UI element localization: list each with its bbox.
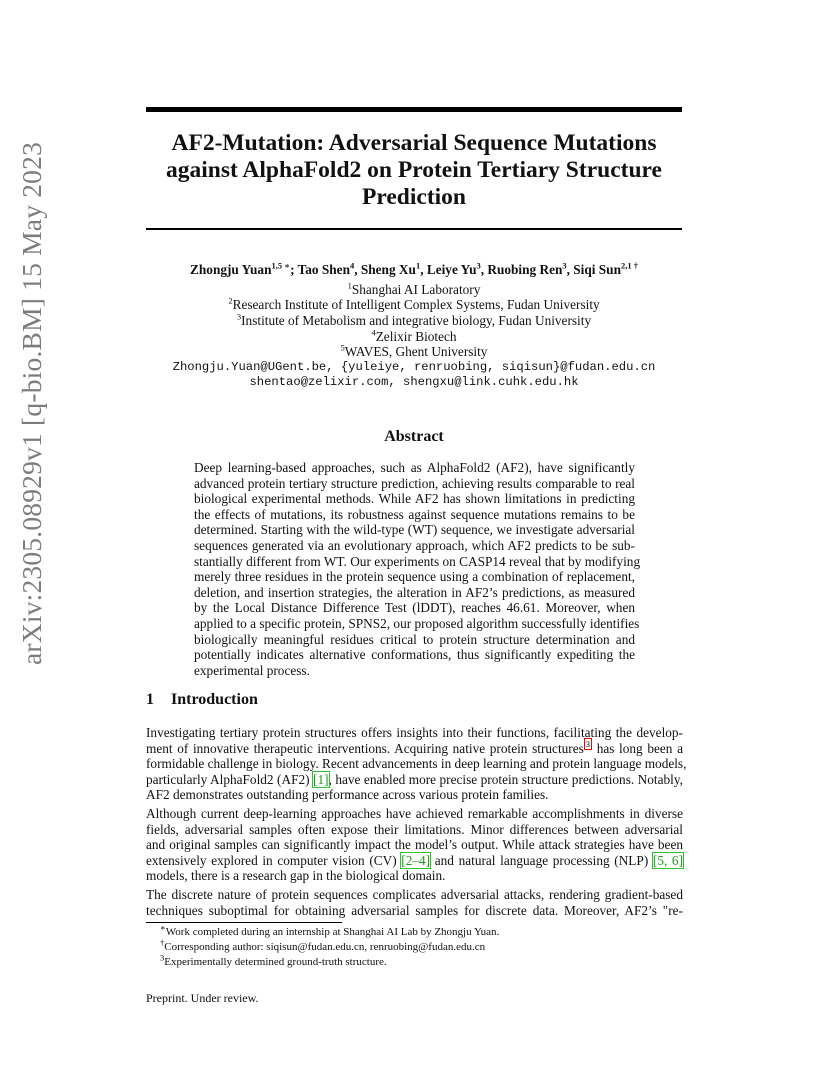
- intro-paragraph-3: [146, 887, 683, 918]
- paragraph-line: ment of innovative therapeutic interventions. Acquiring native protein structures $^3$ has long been a: [146, 739, 683, 756]
- footnote-link[interactable]: 3: [585, 739, 591, 750]
- title-top-rule: [146, 107, 682, 112]
- abstract-line: biologically meaningful residues critical to protein structure determination and: [194, 631, 635, 647]
- footnote: $^3$Experimentally determined ground-truth structure.: [160, 952, 387, 968]
- author-emails: shentao@zelixir.com, shengxu@link.cuhk.edu.hk: [249, 375, 579, 389]
- abstract-line: potentially indicates alternative conformations, thus significantly expediting the: [194, 647, 635, 663]
- abstract-line: determined. Starting with the wild-type (WT) sequence, we investigate adversarial: [194, 522, 635, 538]
- paragraph-line: Although current deep-learning approaches have achieved remarkable accomplishments in diverse: [146, 806, 683, 821]
- arxiv-identifier: arXiv:2305.08929v1 [q-bio.BM] 15 May 2023: [16, 141, 47, 665]
- affiliation: $^4$Zelixir Biotech: [371, 327, 457, 344]
- paragraph-line: formidable challenge in biology. Recent advancements in deep learning and protein language models,: [146, 756, 687, 772]
- paragraph-line: fields, adversarial samples often expose their limitations. Minor differences between adversarial: [146, 821, 683, 837]
- abstract-line: stantially different from WT. Our experiments on CASP14 reveal that by modifying: [194, 553, 641, 569]
- section-heading: 1 Introduction: [146, 691, 258, 708]
- paragraph-line: AF2 demonstrates outstanding performance across various protein families.: [146, 787, 549, 803]
- abstract-line: by the Local Distance Difference Test (lDDT), reaches 46.61. Moreover, when: [194, 600, 635, 616]
- intro-paragraph-1: [146, 725, 687, 803]
- abstract-line: merely three residues in the protein sequence using a combination of replacement,: [194, 569, 635, 585]
- affiliation: $^2$Research Institute of Intelligent Complex Systems, Fudan University: [228, 295, 600, 312]
- paragraph-line: The discrete nature of protein sequences complicates adversarial attacks, rendering gradient-based: [146, 887, 683, 902]
- abstract-line: deletion, and insertion strategies, the alteration in AF2’s predictions, as measured: [194, 584, 635, 600]
- abstract-line: Deep learning-based approaches, such as AlphaFold2 (AF2), have significantly: [194, 460, 635, 475]
- citation-link[interactable]: [2–4]: [401, 852, 431, 868]
- paragraph-line: techniques suboptimal for obtaining adversarial samples for discrete data. Moreover, AF2’s "re-: [146, 902, 683, 918]
- page-footer: Preprint. Under review.: [146, 991, 259, 1005]
- abstract-line: advanced protein tertiary structure prediction, achieving results comparable to real: [194, 475, 635, 491]
- paper-title: AF2-Mutation: Adversarial Sequence Mutations against AlphaFold2 on Protein Tertiary Structure Prediction: [166, 130, 662, 210]
- paragraph-line: extensively explored in computer vision (CV) [2–4] and natural language processing (NLP) [5, 6]: [146, 852, 684, 868]
- abstract-line: sequences generated via an evolutionary approach, which AF2 predicts to be sub-: [194, 537, 635, 553]
- abstract-line: biological experimental methods. While AF2 has shown limitations in predicting: [194, 491, 635, 507]
- paragraph-line: Investigating tertiary protein structures offers insights into their functions, facilitating the develop-: [146, 725, 683, 740]
- paragraph-line: models, there is a research gap in the biological domain.: [146, 868, 446, 884]
- abstract-body: [194, 460, 641, 678]
- abstract-line: experimental process.: [194, 662, 310, 678]
- affiliation: $^1$Shanghai AI Laboratory: [347, 280, 481, 297]
- intro-paragraph-2: [146, 806, 683, 884]
- abstract-heading: Abstract: [384, 428, 444, 445]
- citation-link[interactable]: [1]: [313, 771, 329, 787]
- author-emails: Zhongju.Yuan@UGent.be, {yuleiye, renruobing, siqisun}@fudan.edu.cn: [172, 360, 656, 374]
- abstract-line: the effects of mutations, its robustness against sequence mutations remains to be: [194, 506, 635, 522]
- footnote-rule: [146, 922, 342, 923]
- paragraph-line: particularly AlphaFold2 (AF2) [1], have enabled more precise protein structure predictions. Notably,: [146, 771, 683, 787]
- title-bottom-rule: [146, 228, 682, 230]
- paragraph-line: and original samples can significantly impact the model’s output. While attack strategies have been: [146, 837, 683, 853]
- citation-link[interactable]: [5, 6]: [652, 852, 684, 868]
- footnote: ∗Work completed during an internship at Shanghai AI Lab by Zhongju Yuan.: [160, 922, 500, 938]
- affiliation: $^3$Institute of Metabolism and integrative biology, Fudan University: [236, 311, 592, 328]
- abstract-line: applied to a specific protein, SPNS2, our proposed algorithm successfully identifies: [194, 615, 640, 631]
- footnote: †Corresponding author: siqisun@fudan.edu.cn, renruobing@fudan.edu.cn: [160, 937, 486, 953]
- author-list: Zhongju Yuan$^{1,5}$ ∗; Tao Shen$^4$, Sheng Xu$^1$, Leiye Yu$^3$, Ruobing Ren$^3$, Siqi Sun$^{2,1 \dagger}$: [190, 260, 638, 277]
- affiliation: $^5$WAVES, Ghent University: [340, 342, 488, 359]
